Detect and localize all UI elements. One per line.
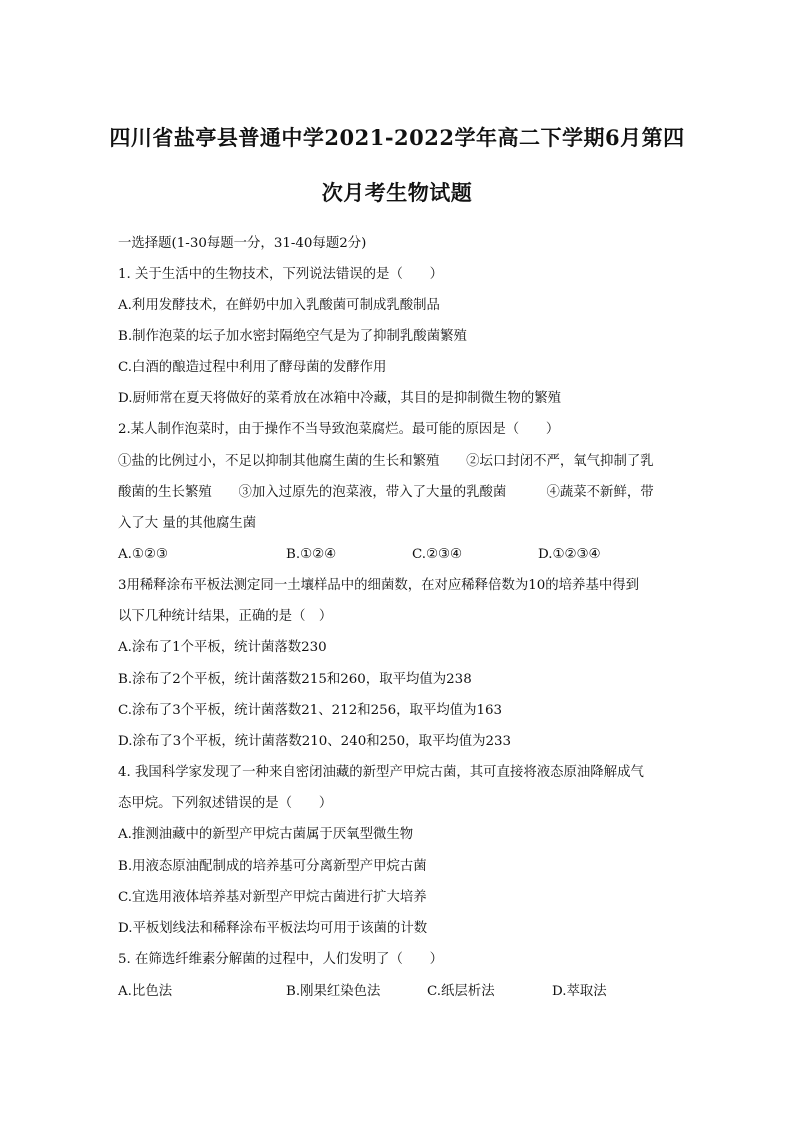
question-1-option-b: B.制作泡菜的坛子加水密封隔绝空气是为了抑制乳酸菌繁殖 (118, 329, 467, 344)
question-5-option-a: A.比色法 (118, 984, 173, 999)
question-2-option-d: D.①②③④ (538, 547, 601, 562)
question-1-option-c: C.白酒的酿造过程中利用了酵母菌的发酵作用 (118, 360, 387, 375)
question-1-option-a: A.利用发酵技术，在鲜奶中加入乳酸菌可制成乳酸制品 (118, 298, 440, 313)
question-2-stem: 2.某人制作泡菜时，由于操作不当导致泡菜腐烂。最可能的原因是（ ） (118, 422, 560, 437)
question-5-option-d: D.萃取法 (552, 984, 607, 999)
question-3-option-d: D.涂布了3个平板，统计菌落数210、240和250，取平均值为233 (118, 734, 512, 749)
question-3-option-c: C.涂布了3个平板，统计菌落数21、212和256，取平均值为163 (118, 703, 503, 718)
question-3-stem-line-2: 以下几种统计结果，正确的是（ ） (118, 609, 333, 624)
question-5-option-c: C.纸层析法 (427, 984, 495, 999)
question-4-option-d: D.平板划线法和稀释涂布平板法均可用于该菌的计数 (118, 921, 428, 936)
question-3-option-b: B.涂布了2个平板，统计菌落数215和260，取平均值为238 (118, 672, 472, 687)
question-4-option-c: C.宜选用液体培养基对新型产甲烷古菌进行扩大培养 (118, 890, 427, 905)
question-2-option-b: B.①②④ (286, 547, 337, 562)
question-4-option-b: B.用液态原油配制成的培养基可分离新型产甲烷古菌 (118, 859, 427, 874)
question-3-option-a: A.涂布了1个平板，统计菌落数230 (118, 640, 327, 655)
question-4-stem-line-1: 4. 我国科学家发现了一种来自密闭油藏的新型产甲烷古菌，其可直接将液态原油降解成气 (118, 765, 644, 780)
question-4-stem-line-2: 态甲烷。下列叙述错误的是（ ） (118, 796, 333, 811)
question-2-statement-line-3: 入了大 量的其他腐生菌 (118, 516, 257, 531)
question-1-option-d: D.厨师常在夏天将做好的菜肴放在冰箱中冷藏，其目的是抑制微生物的繁殖 (118, 391, 562, 406)
question-2-option-a: A.①②③ (118, 547, 168, 562)
question-5-stem: 5. 在筛选纤维素分解菌的过程中，人们发明了（ ） (118, 952, 444, 967)
question-2-statement-line-1: ①盐的比例过小，不足以抑制其他腐生菌的生长和繁殖 ②坛口封闭不严，氧气抑制了乳 (118, 454, 654, 469)
question-4-option-a: A.推测油藏中的新型产甲烷古菌属于厌氧型微生物 (118, 827, 414, 842)
question-3-stem-line-1: 3用稀释涂布平板法测定同一土壤样品中的细菌数，在对应稀释倍数为10的培养基中得到 (118, 578, 640, 593)
exam-title-line-1: 四川省盐亭县普通中学2021-2022学年高二下学期6月第四 (109, 125, 685, 150)
exam-title-line-2: 次月考生物试题 (321, 180, 473, 205)
question-1-stem: 1. 关于生活中的生物技术，下列说法错误的是（ ） (118, 267, 444, 282)
question-5-option-b: B.刚果红染色法 (286, 984, 381, 999)
question-2-option-c: C.②③④ (412, 547, 463, 562)
section-heading: 一选择题(1-30每题一分，31-40每题2分) (118, 236, 367, 251)
question-2-statement-line-2: 酸菌的生长繁殖 ③加入过原先的泡菜液，带入了大量的乳酸菌 ④蔬菜不新鲜，带 (118, 485, 654, 500)
